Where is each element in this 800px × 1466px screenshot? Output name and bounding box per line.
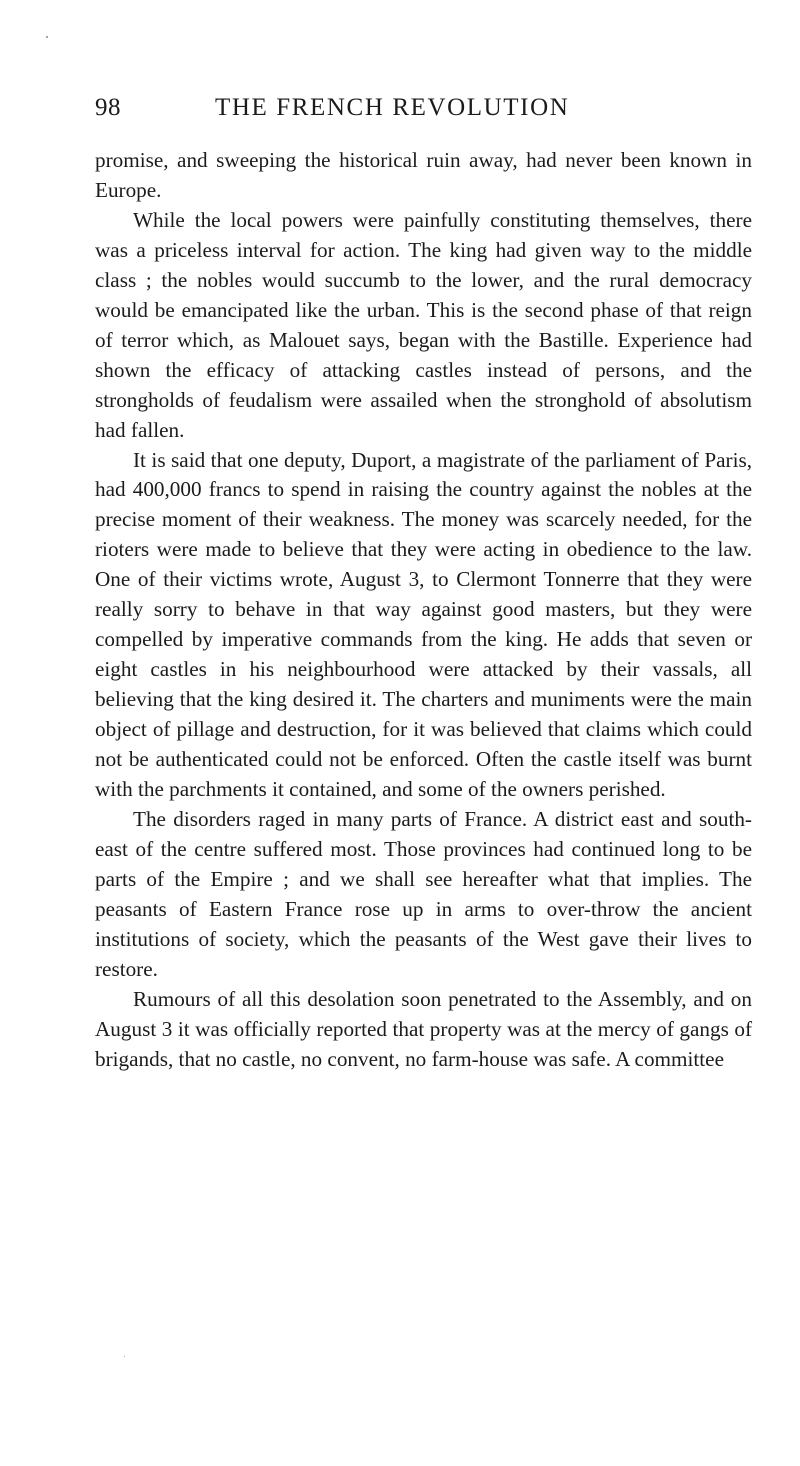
- scan-speck-top: [46, 36, 48, 38]
- page-header: [95, 94, 752, 138]
- body-text: [95, 146, 752, 1075]
- paragraph: It is said that one deputy, Duport, a magistrate of the parliament of Paris, had 400,000 francs to spend in raising the country against the nobles at the precise moment of their weakness. The money was scarcely needed, for the rioters were made to believe that they were acting in obedience to the law. One of their victims wrote, August 3, to Clermont Tonnerre that they were really sorry to behave in that way against good masters, but they were compelled by imperative commands from the king. He adds that seven or eight castles in his neighbourhood were attacked by their vassals, all believing that the king desired it. The charters and muniments were the main object of pillage and destruction, for it was believed that claims which could not be authenticated could not be enforced. Often the castle itself was burnt with the parchments it contained, and some of the owners perished.: [95, 447, 752, 802]
- page-number: 98: [95, 94, 121, 121]
- paragraph-continued: promise, and sweeping the historical ruin away, had never been known in Europe.: [95, 148, 752, 202]
- scan-speck-bottom: [124, 1356, 125, 1357]
- paragraph: While the local powers were painfully constituting themselves, there was a priceless interval for action. The king had given way to the middle class ; the nobles would succumb to the lower, and the rural democracy would be emancipated like the urban. This is the second phase of that reign of terror which, as Malouet says, began with the Bastille. Experience had shown the efficacy of attacking castles instead of persons, and the strongholds of feudalism were assailed when the stronghold of absolutism had fallen.: [95, 207, 752, 442]
- paragraph: The disorders raged in many parts of France. A district east and south-east of the centre suffered most. Those provinces had continued long to be parts of the Empire ; and we shall see hereafter what that implies. The peasants of Eastern France rose up in arms to over-throw the ancient institutions of society, which the peasants of the West gave their lives to restore.: [95, 806, 752, 981]
- book-page: [95, 94, 752, 1075]
- paragraph: Rumours of all this desolation soon penetrated to the Assembly, and on August 3 it was officially reported that property was at the mercy of gangs of brigands, that no castle, no convent, no farm-house was safe. A committee: [95, 986, 752, 1071]
- running-title: THE FRENCH REVOLUTION: [215, 94, 570, 121]
